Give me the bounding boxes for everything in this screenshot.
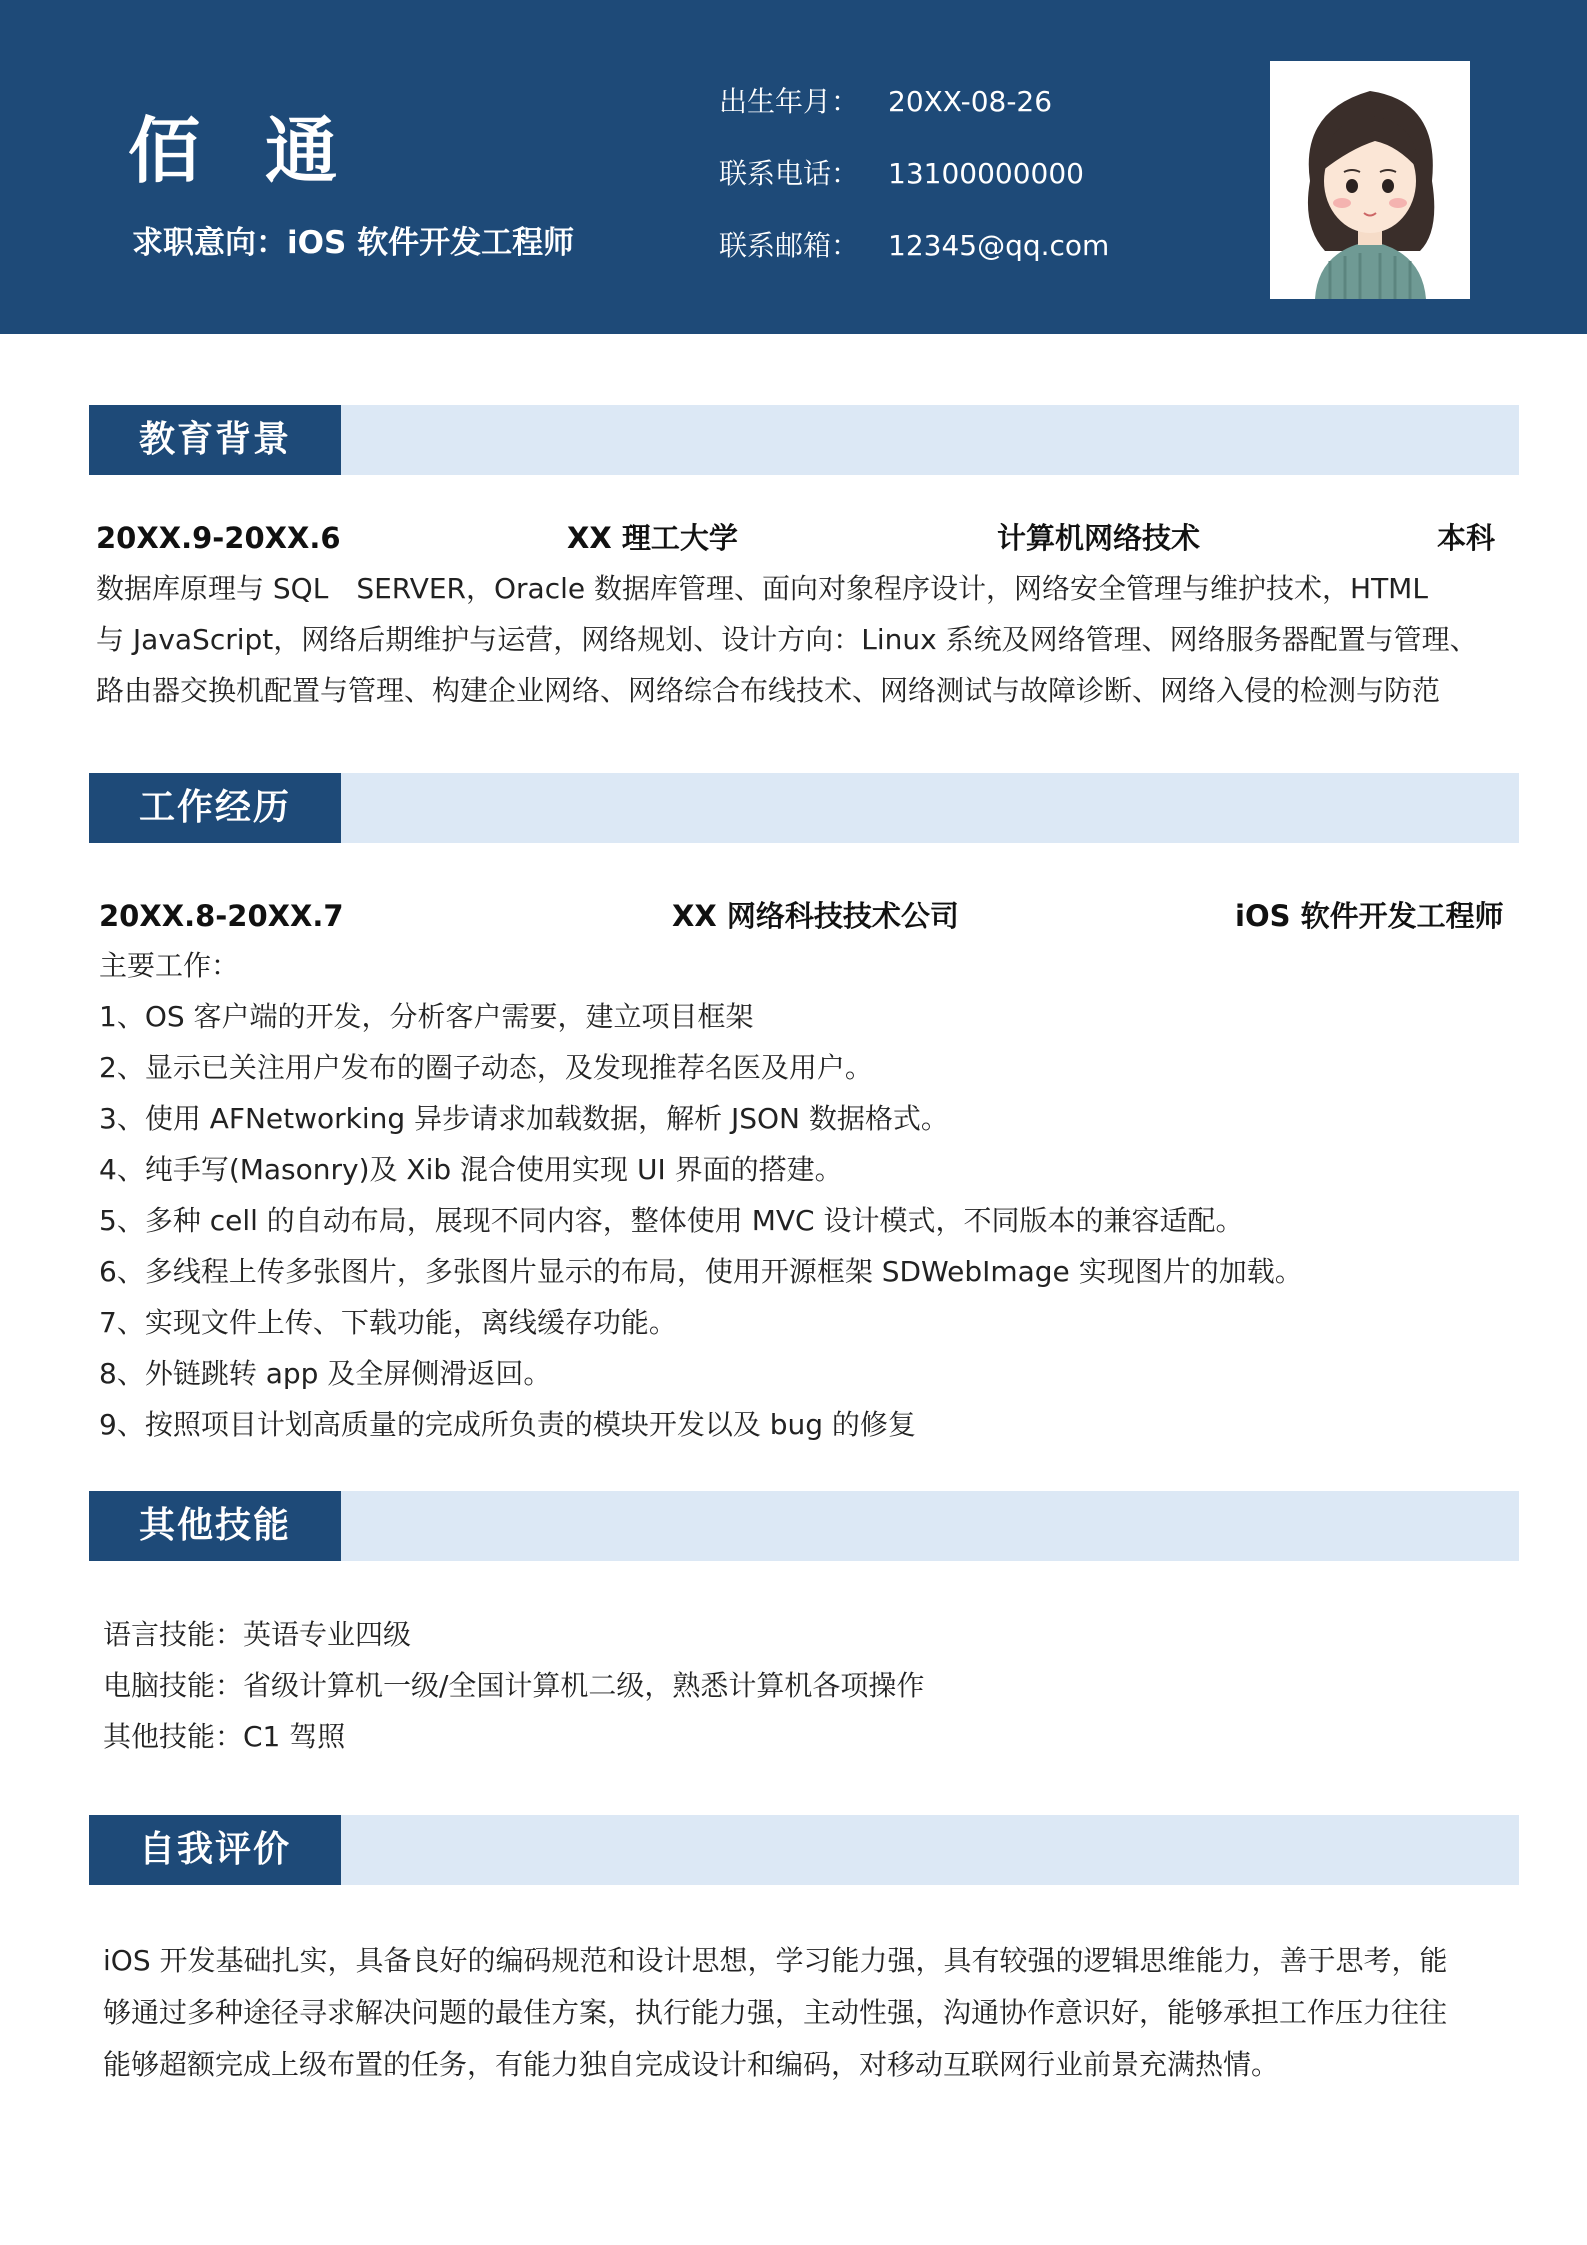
skill-item: 电脑技能：省级计算机一级/全国计算机二级，熟悉计算机各项操作 — [103, 1669, 925, 1702]
course-line: 数据库原理与 SQL SERVER，Oracle 数据库管理、面向对象程序设计，网络安全管理与维护技术，HTML — [96, 572, 1428, 605]
work-position: iOS 软件开发工程师 — [1235, 899, 1504, 933]
work-duties — [99, 940, 1509, 1450]
education-period: 20XX.9-20XX.6 — [96, 521, 341, 555]
resume-header — [0, 0, 1587, 334]
self-eval-line: iOS 开发基础扎实，具备良好的编码规范和设计思想，学习能力强，具有较强的逻辑思维能力，善于思考，能 — [103, 1944, 1448, 1977]
work-item: 6、多线程上传多张图片，多张图片显示的布局，使用开源框架 SDWebImage 实现图片的加载。 — [99, 1255, 1303, 1288]
education-section-bar — [89, 405, 1519, 475]
candidate-name: 佰 通 — [128, 109, 358, 193]
work-item: 7、实现文件上传、下载功能，离线缓存功能。 — [99, 1306, 677, 1339]
self-eval-line: 能够超额完成上级布置的任务，有能力独自完成设计和编码，对移动互联网行业前景充满热情。 — [103, 2048, 1280, 2081]
skill-item: 语言技能：英语专业四级 — [103, 1618, 412, 1651]
work-item: 5、多种 cell 的自动布局，展现不同内容，整体使用 MVC 设计模式，不同版本的兼容适配。 — [99, 1204, 1244, 1237]
skills-list — [103, 1609, 1513, 1762]
phone-value: 13100000000 — [888, 157, 1084, 190]
work-item: 8、外链跳转 app 及全屏侧滑返回。 — [99, 1357, 552, 1390]
course-line: 路由器交换机配置与管理、构建企业网络、网络综合布线技术、网络测试与故障诊断、网络入侵的检测与防范 — [96, 674, 1441, 707]
education-section-title: 教育背景 — [89, 405, 341, 475]
job-intent: 求职意向：iOS 软件开发工程师 — [132, 225, 575, 261]
work-item: 4、纯手写(Masonry)及 Xib 混合使用实现 UI 界面的搭建。 — [99, 1153, 843, 1186]
work-item: 2、显示已关注用户发布的圈子动态，及发现推荐名医及用户。 — [99, 1051, 873, 1084]
email-value: 12345@qq.com — [888, 229, 1110, 262]
self-eval-section-bar — [89, 1815, 1519, 1885]
education-school: XX 理工大学 — [567, 521, 738, 555]
skills-section-bar — [89, 1491, 1519, 1561]
skills-section-title: 其他技能 — [89, 1491, 341, 1561]
self-eval-text — [103, 1935, 1513, 2091]
work-section-bar — [89, 773, 1519, 843]
education-degree: 本科 — [1437, 521, 1496, 555]
work-company: XX 网络科技技术公司 — [672, 899, 959, 933]
work-section-title: 工作经历 — [89, 773, 341, 843]
work-item: 9、按照项目计划高质量的完成所负责的模块开发以及 bug 的修复 — [99, 1408, 916, 1441]
email-label: 联系邮箱： — [719, 229, 860, 262]
work-item: 3、使用 AFNetworking 异步请求加载数据，解析 JSON 数据格式。 — [99, 1102, 949, 1135]
education-major: 计算机网络技术 — [997, 521, 1201, 555]
phone-label: 联系电话： — [719, 157, 860, 190]
self-eval-section-title: 自我评价 — [89, 1815, 341, 1885]
avatar-photo — [1270, 61, 1470, 299]
work-intro: 主要工作： — [99, 949, 240, 982]
avatar-illustration-icon — [1270, 61, 1470, 299]
self-eval-line: 够通过多种途径寻求解决问题的最佳方案，执行能力强，主动性强，沟通协作意识好，能够承担工作压力往往 — [103, 1996, 1448, 2029]
education-courses — [96, 563, 1506, 716]
birth-value: 20XX-08-26 — [888, 85, 1053, 118]
skill-item: 其他技能：C1 驾照 — [103, 1720, 346, 1753]
birth-label: 出生年月： — [719, 85, 860, 118]
work-item: 1、OS 客户端的开发，分析客户需要，建立项目框架 — [99, 1000, 754, 1033]
course-line: 与 JavaScript，网络后期维护与运营，网络规划、设计方向：Linux 系统及网络管理、网络服务器配置与管理、 — [96, 623, 1478, 656]
work-period: 20XX.8-20XX.7 — [99, 899, 344, 933]
